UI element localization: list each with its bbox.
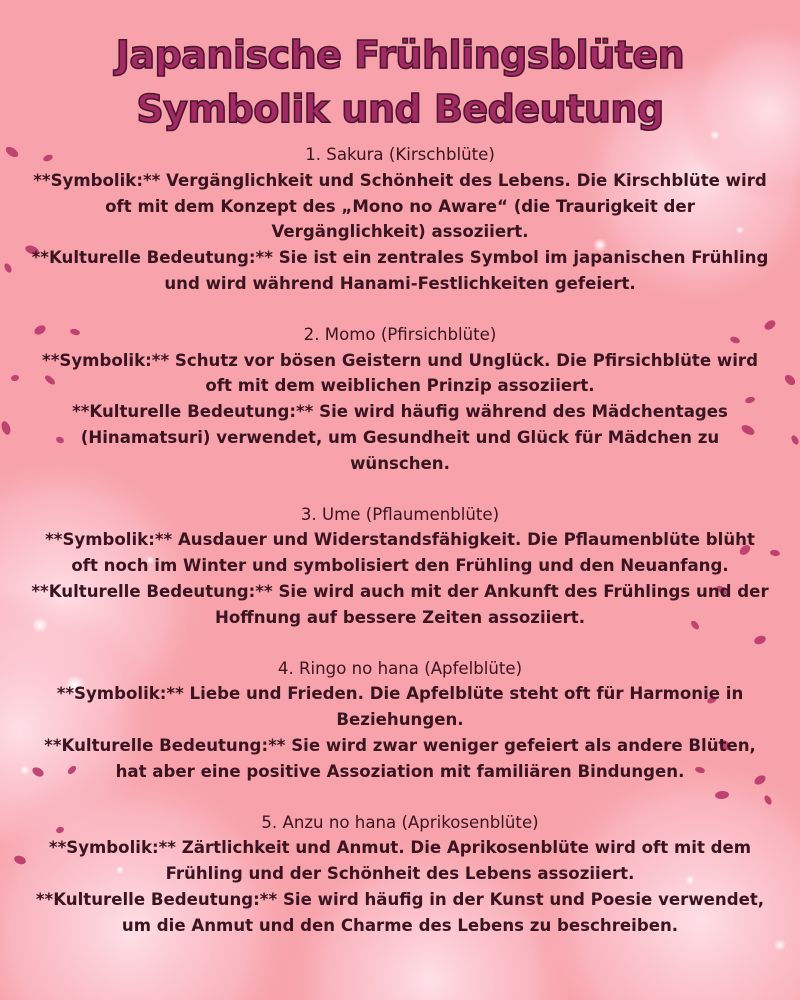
page-title xyxy=(30,28,770,136)
section-heading: 3. Ume (Pflaumenblüte) xyxy=(300,504,500,524)
kultur-text: **Kulturelle Bedeutung:** Sie wird auch mit der Ankunft des Frühlings und der Hoffnung auf bessere Zeiten assoziiert. xyxy=(31,581,769,627)
section-anzu xyxy=(30,810,770,939)
title-line-1: Japanische Frühlingsblüten xyxy=(115,33,685,77)
section-ume xyxy=(30,502,770,631)
section-heading: 2. Momo (Pfirsichblüte) xyxy=(303,324,497,344)
section-heading: 5. Anzu no hana (Aprikosenblüte) xyxy=(261,812,539,832)
section-momo xyxy=(30,322,770,477)
section-heading: 4. Ringo no hana (Apfelblüte) xyxy=(277,658,523,678)
section-sakura xyxy=(30,142,770,297)
blossom-list xyxy=(30,142,770,939)
section-ringo xyxy=(30,656,770,785)
kultur-text: **Kulturelle Bedeutung:** Sie wird häufig in der Kunst und Poesie verwendet, um die Anmut und den Charme des Lebens zu beschreiben. xyxy=(35,889,765,935)
section-heading: 1. Sakura (Kirschblüte) xyxy=(305,145,495,164)
symbolik-text: **Symbolik:** Ausdauer und Widerstandsfähigkeit. Die Pflaumenblüte blüht oft noch im Winter und symbolisiert den Frühling und den Neuanfang. xyxy=(45,530,755,576)
kultur-text: **Kulturelle Bedeutung:** Sie wird zwar weniger gefeiert als andere Blüten, hat aber eine positive Assoziation mit familiären Bindungen. xyxy=(44,735,756,781)
kultur-text: **Kulturelle Bedeutung:** Sie wird häufig während des Mädchentages (Hinamatsuri) verwendet, um Gesundheit und Glück für Mädchen zu wünschen. xyxy=(72,402,728,473)
symbolik-text: **Symbolik:** Schutz vor bösen Geistern und Unglück. Die Pfirsichblüte wird oft mit dem weiblichen Prinzip assoziiert. xyxy=(42,350,758,396)
title-line-2: Symbolik und Bedeutung xyxy=(136,87,664,131)
symbolik-text: **Symbolik:** Zärtlichkeit und Anmut. Die Aprikosenblüte wird oft mit dem Frühling und der Schönheit des Lebens assoziiert. xyxy=(48,838,752,884)
symbolik-text: **Symbolik:** Vergänglichkeit und Schönheit des Lebens. Die Kirschblüte wird oft mit dem Konzept des „Mono no Aware“ (die Traurigkeit der Vergänglichkeit) assoziiert. xyxy=(33,170,767,242)
kultur-text: **Kulturelle Bedeutung:** Sie ist ein zentrales Symbol im japanischen Frühling und wird während Hanami-Festlichkeiten gefeiert. xyxy=(31,248,769,293)
symbolik-text: **Symbolik:** Liebe und Frieden. Die Apfelblüte steht oft für Harmonie in Beziehungen. xyxy=(56,684,744,730)
